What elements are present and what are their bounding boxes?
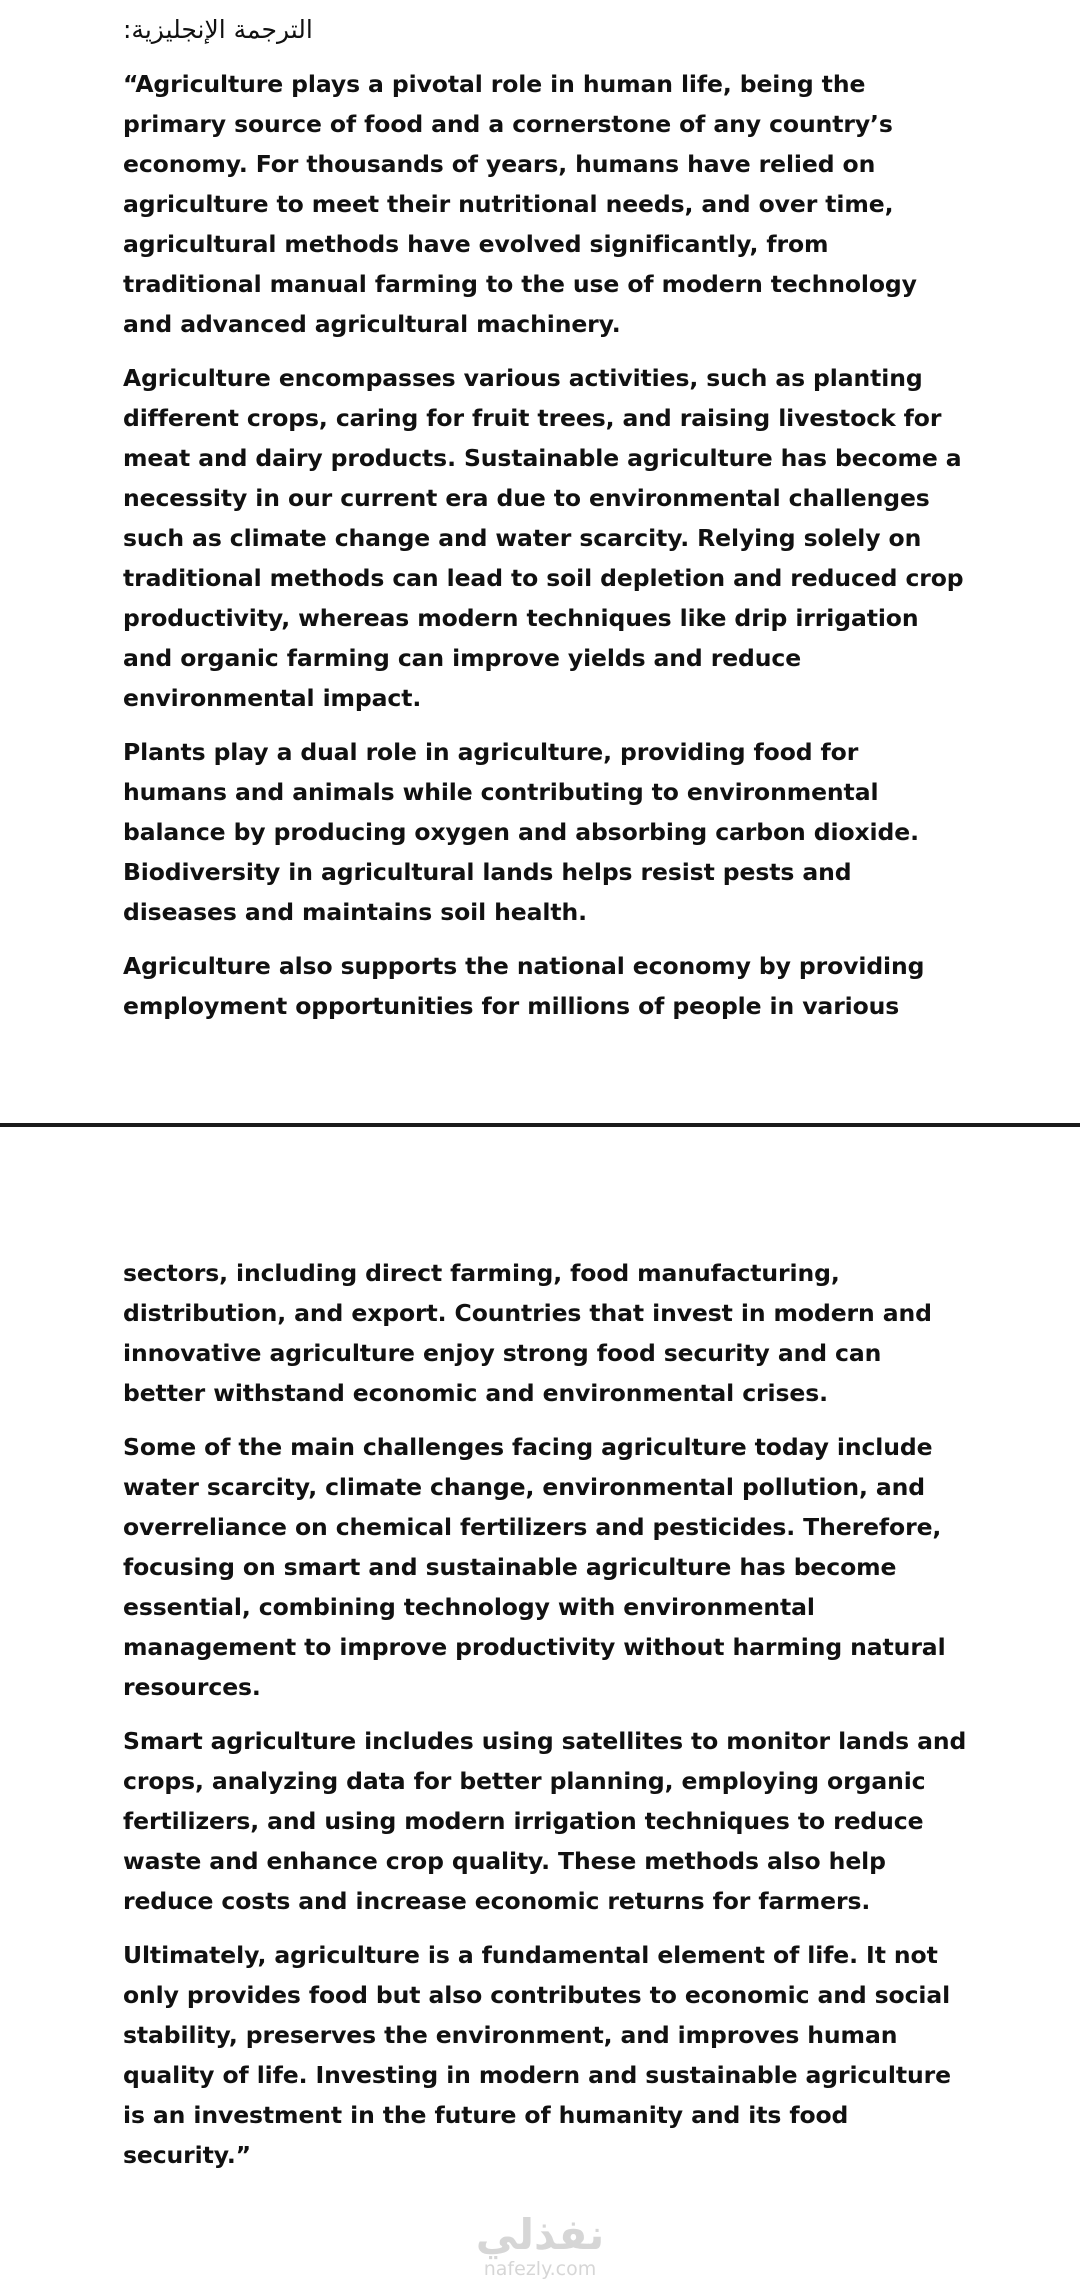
top-text-block (123, 64, 968, 1040)
paragraph: Some of the main challenges facing agriculture today include water scarcity, climate change, environmental pollution, and overreliance on chemical fertilizers and pesticides. Therefore, focusing on smart and sustainable agriculture has become essential, combining technology with environmental management to improve productivity without harming natural resources. (123, 1433, 946, 1701)
paragraph: Plants play a dual role in agriculture, providing food for humans and animals while contributing to environmental balance by producing oxygen and absorbing carbon dioxide. Biodiversity in agricultural lands helps resist pests and diseases and maintains soil health. (123, 738, 919, 926)
paragraph: Ultimately, agriculture is a fundamental element of life. It not only provides food but also contributes to economic and social stability, preserves the environment, and improves human quality of life. Investing in modern and sustainable agriculture is an investment in the future of humanity and its food security.” (123, 1941, 951, 2169)
watermark-domain: nafezly.com (483, 2258, 597, 2280)
paragraph: Smart agriculture includes using satellites to monitor lands and crops, analyzing data for better planning, employing organic fertilizers, and using modern irrigation techniques to reduce waste and enhance crop quality. These methods also help reduce costs and increase economic returns for farmers. (123, 1727, 967, 1915)
paragraph: Agriculture encompasses various activities, such as planting different crops, caring for fruit trees, and raising livestock for meat and dairy products. Sustainable agriculture has become a necessity in our current era due to environmental challenges such as climate change and water scarcity. Relying solely on traditional methods can lead to soil depletion and reduced crop productivity, whereas modern techniques like drip irrigation and organic farming can improve yields and reduce environmental impact. (123, 364, 964, 712)
page-top (0, 0, 1080, 1124)
bottom-text-block (123, 1253, 968, 2189)
paragraph: “Agriculture plays a pivotal role in human life, being the primary source of food and a cornerstone of any country’s economy. For thousands of years, humans have relied on agriculture to meet their nutritional needs, and over time, agricultural methods have evolved significantly, from traditional manual farming to the use of modern technology and advanced agricultural machinery. (123, 70, 917, 338)
watermark-logo: نفذلي (475, 2210, 605, 2259)
page-divider (0, 1123, 1080, 1127)
page-heading: الترجمة الإنجليزية: (123, 15, 313, 44)
paragraph: sectors, including direct farming, food manufacturing, distribution, and export. Countries that invest in modern and innovative agriculture enjoy strong food security and can better withstand economic and environmental crises. (123, 1259, 932, 1407)
paragraph: Agriculture also supports the national economy by providing employment opportunities for millions of people in various (123, 952, 925, 1020)
